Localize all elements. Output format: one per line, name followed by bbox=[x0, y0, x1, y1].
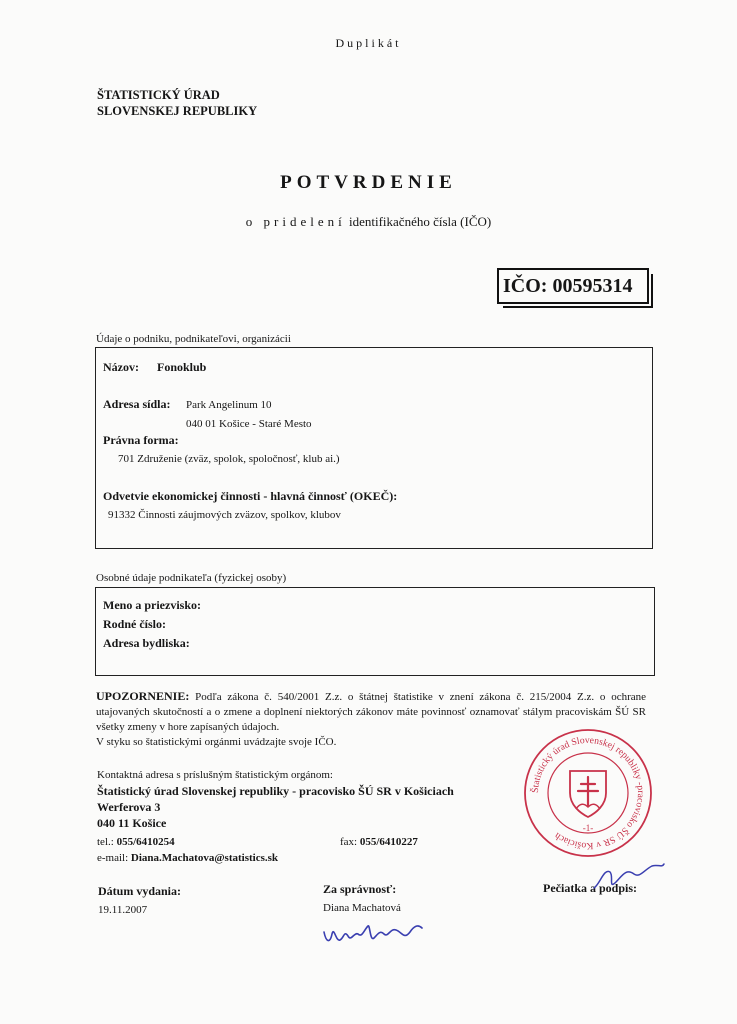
name-label: Názov: bbox=[103, 360, 139, 374]
signature-stroke bbox=[324, 926, 422, 941]
residence-label: Adresa bydliska: bbox=[103, 636, 190, 650]
correctness-name: Diana Machatová bbox=[323, 902, 401, 914]
duplicate-label: Duplikát bbox=[335, 36, 402, 50]
email-value: Diana.Machatova@statistics.sk bbox=[130, 852, 279, 864]
tel-label: tel.: bbox=[97, 836, 114, 848]
birth-number-label: Rodné číslo: bbox=[103, 617, 166, 631]
warning-label: UPOZORNENIE: bbox=[96, 689, 190, 703]
address-line1: Park Angelinum 10 bbox=[186, 399, 272, 411]
name-value: Fonoklub bbox=[157, 360, 207, 374]
issue-date-label: Dátum vydania: bbox=[98, 884, 182, 898]
office-name-line2: SLOVENSKEJ REPUBLIKY bbox=[97, 104, 258, 118]
subtitle-rest: identifikačného čísla (IČO) bbox=[348, 214, 492, 229]
document-title: POTVRDENIE bbox=[280, 172, 457, 193]
subtitle-spaced: o pridelení bbox=[245, 214, 346, 229]
fax-value: 055/6410227 bbox=[359, 836, 418, 848]
warning-text: Podľa zákona č. 540/2001 Z.z. o štátnej štatistike v znení zákona č. 215/2004 Z.z. o ochrane utajovaných skutočností a o zmene a doplnení niektorých zákonov máte povinnosť oznamovať stálym pracoviskám ŠÚ SR všetky zmeny v hore zapísaných údajoch. bbox=[96, 691, 647, 733]
legal-form-value: 701 Združenie (zväz, spolok, spoločnosť, klub ai.) bbox=[118, 453, 340, 465]
signature-stamp-stroke bbox=[594, 864, 664, 888]
correctness-label: Za správnosť: bbox=[323, 882, 397, 896]
activity-label: Odvetvie ekonomickej činnosti - hlavná činnosť (OKEČ): bbox=[103, 489, 398, 503]
person-name-label: Meno a priezvisko: bbox=[103, 598, 201, 612]
contact-city: 040 11 Košice bbox=[97, 816, 167, 830]
email-label: e-mail: bbox=[97, 852, 129, 864]
document-subtitle bbox=[0, 214, 737, 230]
coat-of-arms-icon bbox=[570, 771, 606, 817]
legal-form-label: Právna forma: bbox=[103, 433, 179, 447]
contact-org: Štatistický úrad Slovenskej republiky - pracovisko ŠÚ SR v Košiciach bbox=[97, 784, 454, 798]
contact-street: Werferova 3 bbox=[97, 800, 161, 814]
address-line2: 040 01 Košice - Staré Mesto bbox=[186, 418, 312, 430]
signature-stamp bbox=[590, 858, 670, 898]
warning-line2: V styku so štatistickými orgánmi uvádzajte svoje IČO. bbox=[96, 736, 337, 748]
issue-date-value: 19.11.2007 bbox=[98, 904, 148, 916]
activity-value: 91332 Činnosti záujmových zväzov, spolkov, klubov bbox=[108, 509, 341, 521]
contact-email bbox=[97, 852, 278, 864]
person-section-label: Osobné údaje podnikateľa (fyzickej osoby) bbox=[96, 572, 287, 584]
tel-value: 055/6410254 bbox=[116, 836, 175, 848]
address-label: Adresa sídla: bbox=[103, 397, 171, 411]
company-section-label: Údaje o podniku, podnikateľovi, organizácii bbox=[96, 333, 291, 345]
stamp-signature-label: Pečiatka a podpis: bbox=[543, 881, 638, 895]
contact-fax bbox=[340, 836, 418, 848]
contact-tel bbox=[97, 836, 175, 848]
contact-intro: Kontaktná adresa s príslušným štatistickým orgánom: bbox=[97, 769, 333, 781]
stamp-ring-text: Štatistický úrad Slovenskej republiky -pracovisko ŠÚ SR v Košiciach bbox=[529, 734, 647, 852]
office-name-line1: ŠTATISTICKÝ ÚRAD bbox=[97, 88, 220, 102]
fax-label: fax: bbox=[340, 836, 358, 848]
ico-number: IČO: 00595314 bbox=[503, 275, 633, 297]
stamp-number: -1- bbox=[582, 823, 594, 833]
official-stamp bbox=[522, 727, 654, 859]
signature-correctness bbox=[318, 912, 428, 952]
